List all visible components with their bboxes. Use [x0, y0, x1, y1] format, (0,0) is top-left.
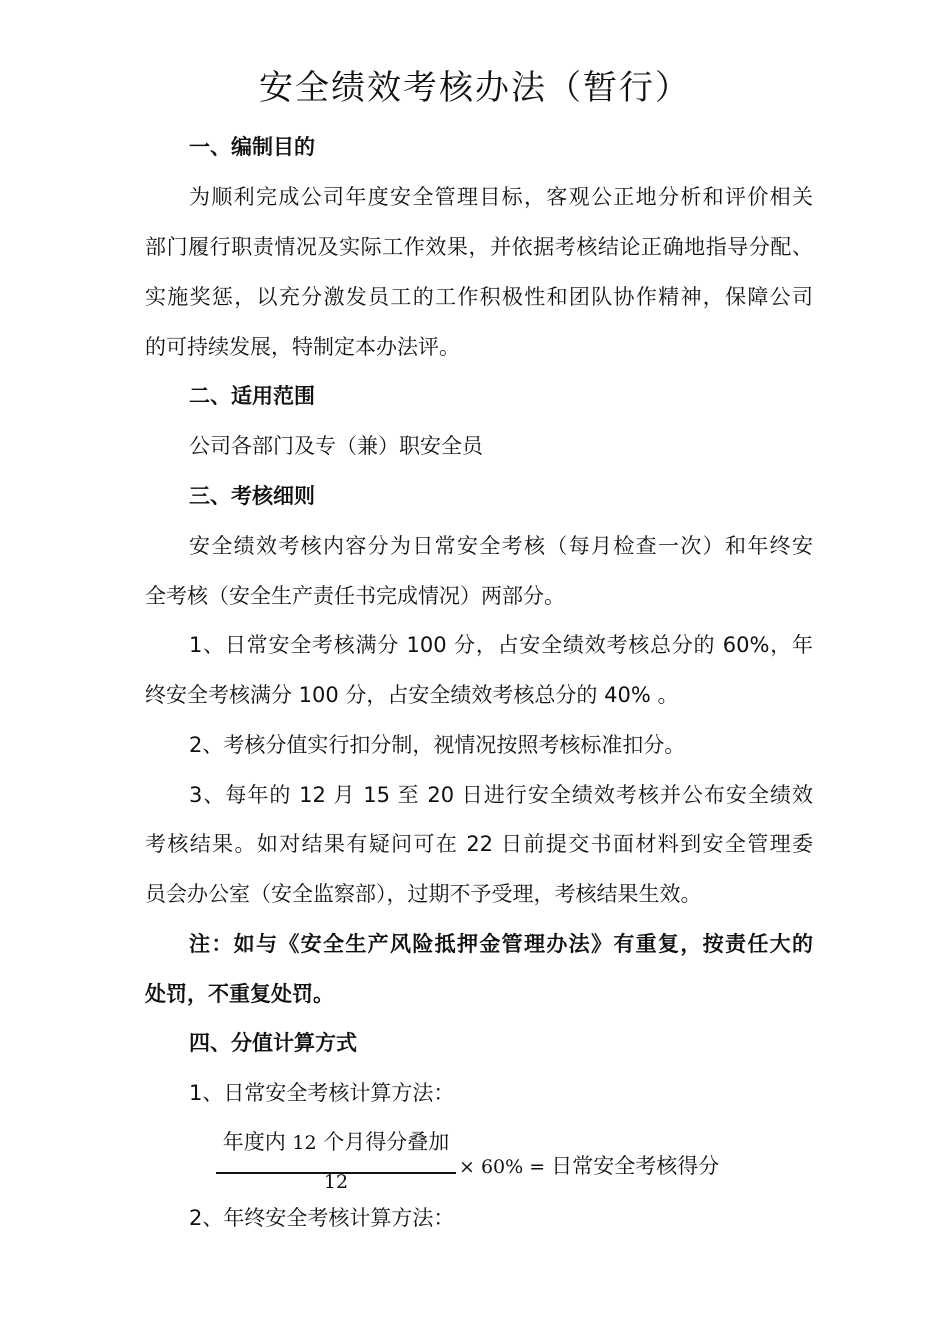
formula-numerator: 年度内 12 个月得分叠加 — [222, 1130, 450, 1154]
paragraph-line: 全考核（安全生产责任书完成情况）两部分。 — [145, 584, 565, 608]
note-line: 注：如与《安全生产风险抵押金管理办法》有重复，按责任大的 — [189, 932, 813, 956]
paragraph-line: 考核结果。如对结果有疑问可在 22 日前提交书面材料到安全管理委 — [145, 832, 813, 856]
formula-result: × 60% = 日常安全考核得分 — [459, 1154, 720, 1178]
section-heading-calculation: 四、分值计算方式 — [189, 1031, 357, 1055]
paragraph-line: 终安全考核满分 100 分，占安全绩效考核总分的 40% 。 — [145, 683, 679, 707]
paragraph-line: 安全绩效考核内容分为日常安全考核（每月检查一次）和年终安 — [189, 534, 813, 558]
section-heading-scope: 二、适用范围 — [189, 384, 315, 408]
paragraph-line: 3、每年的 12 月 15 至 20 日进行安全绩效考核并公布安全绩效 — [189, 783, 813, 807]
paragraph-line: 2、年终安全考核计算方法： — [189, 1206, 455, 1230]
note-line: 处罚，不重复处罚。 — [145, 982, 334, 1006]
section-heading-purpose: 一、编制目的 — [189, 135, 315, 159]
paragraph-line: 的可持续发展，特制定本办法评。 — [145, 335, 460, 359]
paragraph-line: 2、考核分值实行扣分制，视情况按照考核标准扣分。 — [189, 733, 686, 757]
document-title: 安全绩效考核办法（暂行） — [259, 68, 691, 108]
daily-score-formula — [216, 1128, 776, 1198]
paragraph-line: 部门履行职责情况及实际工作效果，并依据考核结论正确地指导分配、 — [145, 235, 813, 259]
paragraph-line: 为顺利完成公司年度安全管理目标，客观公正地分析和评价相关 — [189, 185, 813, 209]
paragraph-line: 公司各部门及专（兼）职安全员 — [189, 434, 483, 458]
paragraph-line: 员会办公室（安全监察部），过期不予受理，考核结果生效。 — [145, 882, 702, 906]
formula-denominator: 12 — [323, 1171, 349, 1193]
paragraph-line: 实施奖惩，以充分激发员工的工作积极性和团队协作精神，保障公司 — [145, 285, 813, 309]
section-heading-rules: 三、考核细则 — [189, 484, 315, 508]
paragraph-line: 1、日常安全考核计算方法： — [189, 1081, 455, 1105]
paragraph-line: 1、日常安全考核满分 100 分，占安全绩效考核总分的 60%，年 — [189, 633, 813, 657]
